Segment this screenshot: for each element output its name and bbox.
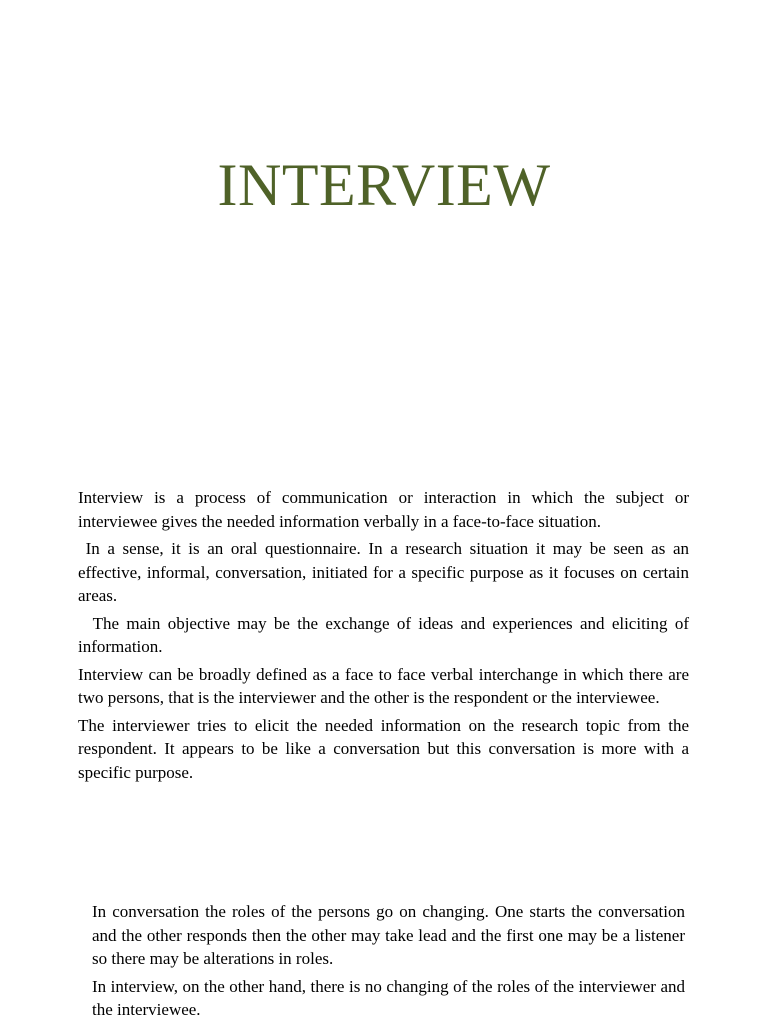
paragraph-interviewer-role: The interviewer tries to elicit the needed information on the research topic from the respondent. It appears to be like a conversation but this conversation is more with a specific purpose. [78,715,694,782]
paragraph-definition: Interview is a process of communication or interaction in which the subject or interviewee gives the needed information verbally in a face-to-face situation. [78,488,694,531]
intro-section [78,486,694,788]
paragraph-broad-definition: Interview can be broadly defined as a face to face verbal interchange in which there are two persons, that is the interviewer and the other is the respondent or the interviewee. [78,664,694,707]
paragraph-oral-questionnaire: In a sense, it is an oral questionnaire. In a research situation it may be seen as an effective, informal, conversation, initiated for a specific purpose as it focuses on certain areas. [78,539,694,605]
comparison-section [92,900,685,1024]
paragraph-conversation-roles: In conversation the roles of the persons go on changing. One starts the conversation and the other responds then the other may take lead and the first one may be a listener so there may be alterations in roles. [92,902,685,968]
page-title: INTERVIEW [217,152,551,218]
paragraph-main-objective: The main objective may be the exchange of ideas and experiences and eliciting of information. [78,613,694,656]
paragraph-interview-roles: In interview, on the other hand, there is no changing of the roles of the interviewer and the interviewee. [92,976,685,1019]
